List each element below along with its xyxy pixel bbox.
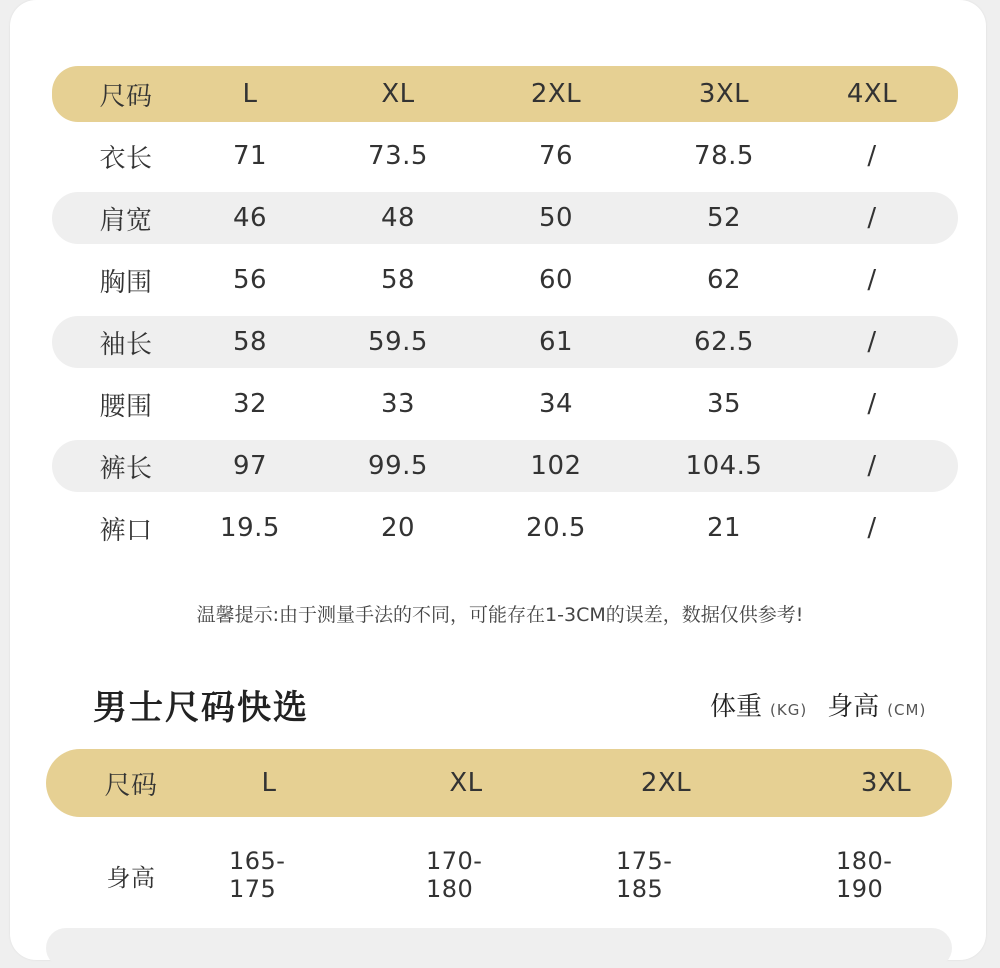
row-label: 胸围 (99, 267, 153, 298)
table-cell: 175-185 (616, 847, 673, 903)
height-label: 身高 (827, 692, 880, 722)
table-cell: 58 (380, 265, 416, 295)
table-cell: / (867, 141, 877, 171)
row-label: 肩宽 (99, 205, 153, 236)
size-table (52, 66, 958, 564)
table-cell: 50 (538, 203, 574, 233)
table-cell: 104.5 (685, 451, 763, 481)
header-cell: 4XL (846, 79, 898, 109)
row-label: 衣长 (99, 143, 153, 174)
table-cell: 33 (380, 389, 416, 419)
table-cell: 165-175 (229, 847, 286, 903)
header-cell: L (261, 768, 277, 798)
table-cell: 46 (232, 203, 268, 233)
table-cell: / (867, 203, 877, 233)
table-cell: 99.5 (368, 451, 428, 481)
header-cell: XL (449, 768, 483, 798)
table-row (52, 316, 958, 368)
table-cell: 180-190 (836, 847, 893, 903)
table-cell: 102 (530, 451, 582, 481)
header-cell: 尺码 (104, 770, 158, 801)
table-cell: 62 (706, 265, 742, 295)
table-cell: 62.5 (694, 327, 754, 357)
quick-select-title: 男士尺码快选 (93, 688, 309, 728)
table-cell: / (867, 265, 877, 295)
table-cell: / (867, 327, 877, 357)
table-cell: 97 (232, 451, 268, 481)
table-cell: 56 (232, 265, 268, 295)
table-row (52, 254, 958, 306)
table-cell: / (867, 451, 877, 481)
row-label: 裤口 (99, 515, 153, 546)
header-cell: L (242, 79, 258, 109)
header-cell: 尺码 (99, 81, 153, 112)
table-cell: 34 (538, 389, 574, 419)
size-table-header (52, 66, 958, 122)
table-row (52, 440, 958, 492)
quick-select-header (46, 749, 952, 817)
table-cell: 20.5 (526, 513, 586, 543)
row-label: 腰围 (99, 391, 153, 422)
weight-label: 体重 (710, 692, 763, 722)
table-cell: 170-180 (426, 847, 483, 903)
table-cell: / (867, 389, 877, 419)
table-cell: 78.5 (694, 141, 754, 171)
table-cell: 35 (706, 389, 742, 419)
table-row (46, 848, 952, 902)
table-row (52, 130, 958, 182)
table-row (52, 378, 958, 430)
table-cell: 19.5 (220, 513, 280, 543)
row-label: 身高 (106, 863, 156, 892)
measurement-note: 温馨提示:由于测量手法的不同，可能存在1-3CM的误差，数据仅供参考! (196, 604, 804, 626)
table-row (52, 192, 958, 244)
table-cell: 58 (232, 327, 268, 357)
header-cell: 3XL (860, 768, 912, 798)
table-cell: 20 (380, 513, 416, 543)
table-cell: 21 (706, 513, 742, 543)
table-cell: 59.5 (368, 327, 428, 357)
table-cell: 32 (232, 389, 268, 419)
table-cell: 71 (232, 141, 268, 171)
table-cell: 52 (706, 203, 742, 233)
weight-unit: (KG) (770, 701, 808, 719)
row-label: 袖长 (99, 329, 153, 360)
row-label: 裤长 (99, 453, 153, 484)
header-cell: 3XL (698, 79, 750, 109)
table-cell: 60 (538, 265, 574, 295)
table-cell: 61 (538, 327, 574, 357)
quick-select-legend (710, 686, 946, 723)
table-row (52, 502, 958, 554)
header-cell: XL (381, 79, 415, 109)
next-row-strip (46, 928, 952, 968)
height-unit: (CM) (887, 701, 927, 719)
table-cell: 76 (538, 141, 574, 171)
table-cell: / (867, 513, 877, 543)
table-cell: 48 (380, 203, 416, 233)
table-cell: 73.5 (368, 141, 428, 171)
header-cell: 2XL (640, 768, 692, 798)
header-cell: 2XL (530, 79, 582, 109)
